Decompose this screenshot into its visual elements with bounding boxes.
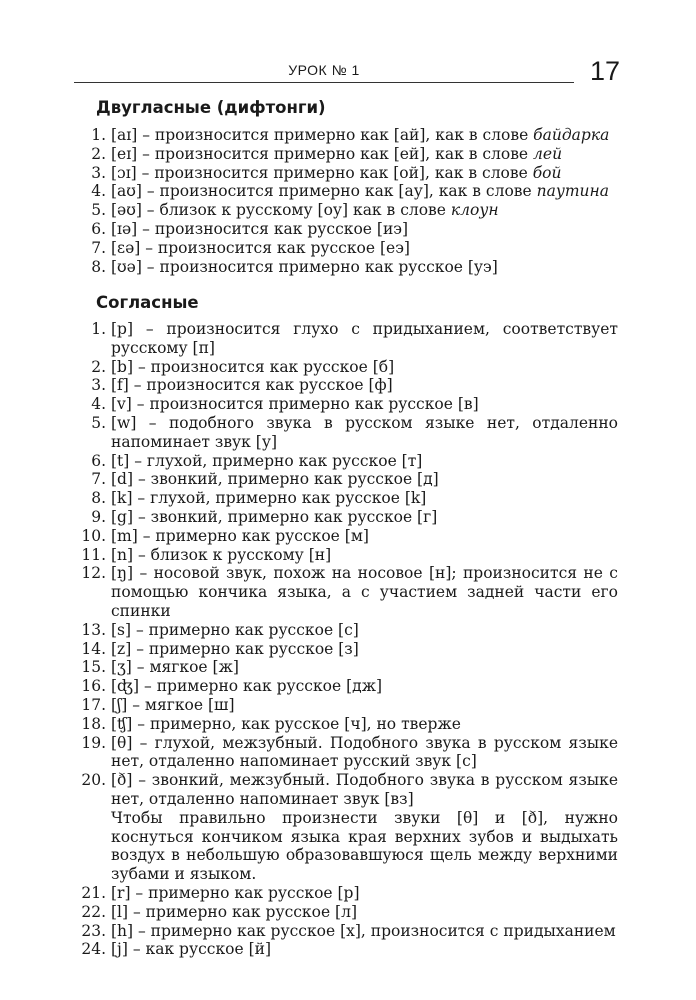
item-text: [əʊ] – близок к русскому [оу] как в слове	[111, 201, 451, 220]
item-text: [j] – как русское [й]	[111, 940, 271, 959]
list-item	[70, 734, 618, 772]
item-description	[111, 358, 618, 377]
item-number: 8.	[91, 257, 106, 276]
example-word: паутина	[536, 182, 609, 201]
item-text: [w] – подобного звука в русском языке нет, отдаленно напоминает звук [у]	[111, 413, 618, 451]
item-description	[111, 414, 618, 452]
list-item	[70, 182, 618, 201]
item-text: [r] – примерно как русское [р]	[111, 883, 360, 902]
item-text: [k] – глухой, примерно как русское [k]	[111, 489, 427, 508]
list-item	[70, 564, 618, 620]
item-text: [ɔɪ] – произносится примерно как [ой], как в слове	[111, 163, 533, 182]
item-text: [t] – глухой, примерно как русское [т]	[111, 451, 423, 470]
item-description	[111, 884, 618, 903]
item-text: [f] – произносится как русское [ф]	[111, 376, 393, 395]
example-word: бой	[532, 163, 562, 182]
list-item	[70, 508, 618, 527]
list-item	[70, 470, 618, 489]
list-item	[70, 527, 618, 546]
item-number: 5.	[91, 201, 106, 220]
list-item	[70, 546, 618, 565]
item-description	[111, 903, 618, 922]
item-number: 10.	[81, 526, 106, 545]
item-text: [ð] – звонкий, межзубный. Подобного звука в русском языке нет, отдаленно напоминает звук [вз]	[111, 771, 618, 808]
item-description	[111, 220, 618, 239]
item-description	[111, 470, 618, 489]
example-word: клоун	[450, 201, 499, 220]
item-description	[111, 164, 618, 183]
list-item	[70, 320, 618, 358]
item-number: 8.	[91, 489, 106, 508]
item-number: 20.	[81, 771, 106, 790]
item-description	[111, 696, 618, 715]
item-text: [n] – близок к русскому [н]	[111, 545, 332, 564]
item-description	[111, 239, 618, 258]
item-description	[111, 658, 618, 677]
item-number: 23.	[81, 921, 106, 940]
list-item	[70, 884, 618, 903]
list-item	[70, 358, 618, 377]
item-number: 18.	[81, 714, 106, 733]
list-item	[70, 940, 618, 959]
item-description	[111, 715, 618, 734]
list-item	[70, 452, 618, 471]
list-item	[70, 164, 618, 183]
page-number: 17	[590, 56, 621, 86]
item-number: 6.	[91, 219, 106, 238]
lesson-title: УРОК № 1	[288, 62, 360, 78]
item-text: [d] – звонкий, примерно как русское [д]	[111, 470, 439, 489]
item-number: 2.	[91, 144, 106, 163]
list-item	[70, 696, 618, 715]
item-text: [l] – примерно как русское [л]	[111, 902, 357, 921]
list-item	[70, 922, 618, 941]
item-number: 9.	[91, 507, 106, 526]
item-description	[111, 564, 618, 620]
list-item	[70, 258, 618, 277]
pronunciation-note: Чтобы правильно произнести звуки [θ] и [ð], нужно коснуться кончиком языка края верхних зубов и выдыхать воздух в небольшую образовавшуюся щель между верхними зубами и языком.	[111, 808, 618, 884]
diphthongs-heading: Двугласные (дифтонги)	[96, 98, 326, 117]
item-number: 1.	[91, 320, 106, 338]
item-number: 14.	[81, 639, 106, 658]
item-text: [b] – произносится как русское [б]	[111, 357, 395, 376]
list-item	[70, 145, 618, 164]
example-word: лей	[533, 144, 563, 163]
item-number: 24.	[81, 940, 106, 959]
list-item	[70, 658, 618, 677]
item-text: [ʧ] – примерно, как русское [ч], но тверже	[111, 714, 461, 733]
item-text: [aʊ] – произносится примерно как [ау], как в слове	[111, 182, 537, 201]
item-number: 4.	[91, 395, 106, 414]
item-text: [z] – примерно как русское [з]	[111, 639, 359, 658]
item-number: 1.	[91, 126, 106, 144]
list-item	[70, 239, 618, 258]
item-number: 19.	[81, 733, 106, 752]
item-description	[111, 734, 618, 772]
item-description	[111, 395, 618, 414]
diphthongs-list	[70, 126, 618, 276]
item-number: 7.	[91, 238, 106, 257]
item-number: 5.	[91, 413, 106, 432]
item-text: [v] – произносится примерно как русское [в]	[111, 395, 479, 414]
item-description	[111, 771, 618, 809]
item-description	[111, 145, 618, 164]
item-description	[111, 258, 618, 277]
list-item	[70, 220, 618, 239]
item-description	[111, 546, 618, 565]
list-item	[70, 771, 618, 809]
item-text: [p] – произносится глухо с придыханием, соответствует русскому [п]	[111, 320, 618, 357]
item-description	[111, 201, 618, 220]
item-description	[111, 452, 618, 471]
list-item	[70, 640, 618, 659]
item-description	[111, 376, 618, 395]
list-item	[70, 376, 618, 395]
running-header	[74, 56, 574, 83]
item-description	[111, 677, 618, 696]
item-text: [ɪə] – произносится как русское [иэ]	[111, 219, 409, 238]
item-text: [aɪ] – произносится примерно как [ай], как в слове	[111, 126, 534, 144]
item-number: 13.	[81, 620, 106, 639]
item-text: [ʒ] – мягкое [ж]	[111, 658, 239, 677]
item-text: [m] – примерно как русское [м]	[111, 526, 369, 545]
item-text: [ʤ] – примерно как русское [дж]	[111, 677, 383, 696]
item-number: 12.	[81, 564, 106, 583]
item-number: 2.	[91, 357, 106, 376]
item-number: 3.	[91, 376, 106, 395]
item-number: 17.	[81, 695, 106, 714]
item-number: 11.	[81, 545, 106, 564]
item-description	[111, 489, 618, 508]
item-number: 4.	[91, 182, 106, 201]
list-item	[70, 414, 618, 452]
list-item	[70, 903, 618, 922]
consonants-list	[70, 320, 618, 959]
list-item	[70, 621, 618, 640]
list-item	[70, 201, 618, 220]
item-text: [ʊə] – произносится примерно как русское [уэ]	[111, 257, 498, 276]
consonants-heading: Согласные	[96, 293, 199, 312]
item-description	[111, 922, 618, 941]
list-item	[70, 715, 618, 734]
item-description	[111, 640, 618, 659]
item-text: [eɪ] – произносится примерно как [ей], как в слове	[111, 144, 534, 163]
item-text: [h] – примерно как русское [х], произносится с придыханием	[111, 921, 616, 940]
item-text: [θ] – глухой, межзубный. Подобного звука в русском языке нет, отдаленно напоминает русский звук [с]	[111, 733, 618, 771]
item-number: 16.	[81, 677, 106, 696]
item-description	[111, 182, 618, 201]
list-item	[70, 677, 618, 696]
item-text: [g] – звонкий, примерно как русское [г]	[111, 507, 438, 526]
item-number: 6.	[91, 451, 106, 470]
item-description	[111, 508, 618, 527]
list-item	[70, 126, 618, 145]
item-description	[111, 621, 618, 640]
item-text: [ʃ] – мягкое [ш]	[111, 695, 235, 714]
example-word: байдарка	[533, 126, 610, 144]
item-number: 3.	[91, 163, 106, 182]
item-description	[111, 320, 618, 358]
item-number: 7.	[91, 470, 106, 489]
list-item	[70, 489, 618, 508]
item-number: 15.	[81, 658, 106, 677]
item-text: [ɛə] – произносится как русское [еэ]	[111, 238, 410, 257]
item-text: [s] – примерно как русское [с]	[111, 620, 359, 639]
item-description	[111, 527, 618, 546]
item-text: [ŋ] – носовой звук, похож на носовое [н]; произносится не с помощью кончика языка, а с участием задней части его спинки	[111, 564, 618, 620]
item-number: 21.	[81, 883, 106, 902]
item-description	[111, 126, 618, 145]
item-number: 22.	[81, 902, 106, 921]
item-description	[111, 940, 618, 959]
list-item	[70, 395, 618, 414]
